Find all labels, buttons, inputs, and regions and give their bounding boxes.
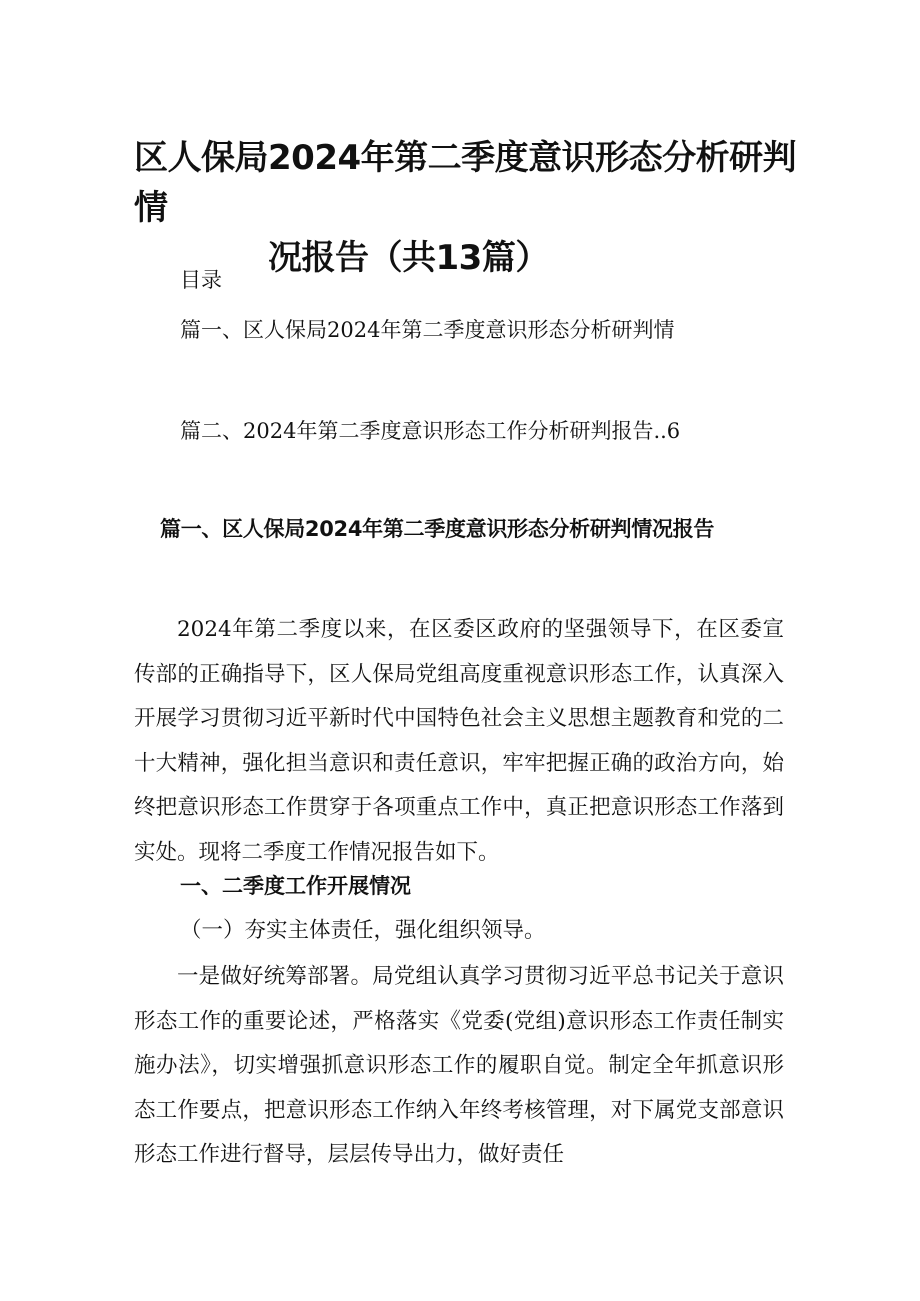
- subheading-1: （一）夯实主体责任，强化组织领导。: [180, 918, 546, 943]
- title-line-2: 况报告（共13篇）: [268, 238, 549, 278]
- toc-item-1: 篇一、区人保局2024年第二季度意识形态分析研判情: [180, 318, 675, 342]
- paragraph-2: 一是做好统筹部署。局党组认真学习贯彻习近平总书记关于意识形态工作的重要论述，严格落实《党委(党组)意识形态工作责任制实施办法》，切实增强抓意识形态工作的履职自觉。制定全年抓意识形态工作要点，把意识形态工作纳入年终考核管理，对下属党支部意识形态工作进行督导，层层传导出力，做好责任: [134, 964, 784, 1168]
- document-title: [134, 133, 814, 283]
- section-title: 篇一、区人保局2024年第二季度意识形态分析研判情况报告: [160, 517, 715, 541]
- title-line-1: 区人保局2024年第二季度意识形态分析研判情: [134, 138, 797, 228]
- paragraph-1: 2024年第二季度以来，在区委区政府的坚强领导下，在区委宣传部的正确指导下，区人保局党组高度重视意识形态工作，认真深入开展学习贯彻习近平新时代中国特色社会主义思想主题教育和党的二十大精神，强化担当意识和责任意识，牢牢把握正确的政治方向，始终把意识形态工作贯穿于各项重点工作中，真正把意识形态工作落到实处。现将二季度工作情况报告如下。: [134, 617, 784, 865]
- heading-1: 一、二季度工作开展情况: [180, 874, 411, 898]
- toc-item-2: 篇二、2024年第二季度意识形态工作分析研判报告..6: [180, 419, 681, 443]
- toc-heading: 目录: [180, 268, 222, 292]
